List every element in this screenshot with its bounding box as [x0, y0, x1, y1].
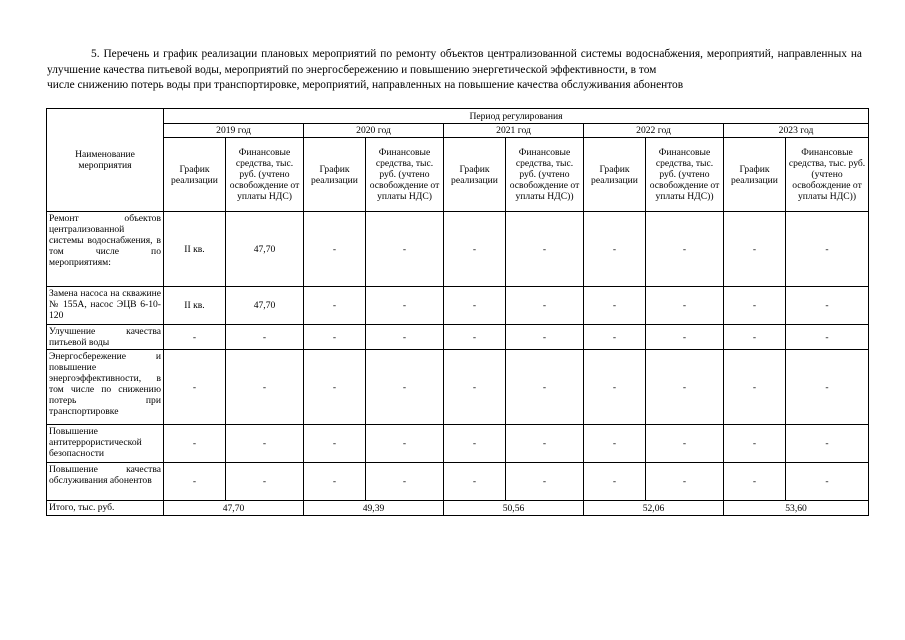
table-cell: -: [444, 463, 506, 501]
table-cell: -: [506, 212, 584, 287]
year-header-2021: 2021 год: [444, 124, 584, 138]
table-cell: -: [506, 287, 584, 325]
table-cell: -: [164, 325, 226, 350]
table-row: [47, 212, 869, 287]
table-cell: -: [786, 350, 869, 425]
table-cell: -: [226, 463, 304, 501]
schedule-header-2020: График реализации: [304, 138, 366, 212]
row-name: Повышение антитеррористической безопасности: [47, 425, 164, 463]
table-cell: -: [366, 287, 444, 325]
schedule-header-2019: График реализации: [164, 138, 226, 212]
table-cell: -: [646, 463, 724, 501]
name-column-header: Наименование мероприятия: [47, 109, 164, 212]
table-cell: -: [444, 212, 506, 287]
table-cell: -: [444, 287, 506, 325]
table-cell: -: [444, 325, 506, 350]
table-cell: -: [506, 350, 584, 425]
schedule-header-2022: График реализации: [584, 138, 646, 212]
total-2023: 53,60: [724, 501, 869, 516]
year-header-2023: 2023 год: [724, 124, 869, 138]
period-header: Период регулирования: [164, 109, 869, 124]
table-cell: -: [366, 212, 444, 287]
header-row-period: [47, 109, 869, 124]
activities-table: [46, 108, 869, 516]
finance-header-2019: Финансовые средства, тыс. руб. (учтено освобождение от уплаты НДС): [226, 138, 304, 212]
table-cell: -: [366, 325, 444, 350]
table-cell: -: [584, 425, 646, 463]
finance-header-2021: Финансовые средства, тыс. руб. (учтено освобождение от уплаты НДС)): [506, 138, 584, 212]
table-cell: -: [724, 212, 786, 287]
heading-line-1: 5. Перечень и график реализации плановых мероприятий по ремонту объектов централизованной системы водоснабжения, мероприятий, направленных на улучшение качества питьевой воды, мероприятий по энергосбережению и повышению энергетической эффективности, в том: [47, 48, 862, 76]
table-cell: -: [786, 325, 869, 350]
table-cell: -: [506, 325, 584, 350]
section-heading: [47, 47, 862, 94]
total-2020: 49,39: [304, 501, 444, 516]
table-cell: -: [584, 212, 646, 287]
table-cell: -: [584, 350, 646, 425]
table-cell: -: [226, 325, 304, 350]
table-row: [47, 350, 869, 425]
table-cell: -: [724, 350, 786, 425]
table-cell: -: [584, 287, 646, 325]
table-cell: -: [164, 425, 226, 463]
table-cell: -: [226, 425, 304, 463]
header-row-subcolumns: [47, 138, 869, 212]
table-cell: -: [724, 425, 786, 463]
table-cell: -: [786, 212, 869, 287]
table-cell: -: [444, 350, 506, 425]
table-cell: -: [366, 350, 444, 425]
table-cell: -: [304, 287, 366, 325]
table-cell: -: [164, 463, 226, 501]
table-cell: -: [506, 463, 584, 501]
total-2021: 50,56: [444, 501, 584, 516]
row-name: Замена насоса на скважине № 155А, насос ЭЦВ 6-10-120: [47, 287, 164, 325]
table-cell: -: [724, 463, 786, 501]
table-cell: -: [304, 463, 366, 501]
heading-line-2: числе снижению потерь воды при транспортировке, мероприятий, направленных на повышение качества обслуживания абонентов: [47, 79, 684, 91]
table-cell: -: [646, 350, 724, 425]
totals-label: Итого, тыс. руб.: [47, 501, 164, 516]
table-cell: 47,70: [226, 287, 304, 325]
table-cell: -: [444, 425, 506, 463]
table-cell: -: [724, 325, 786, 350]
table-cell: -: [304, 350, 366, 425]
row-name: Энергосбережение и повышение энергоэффективности, в том числе по снижению потерь при транспортировке: [47, 350, 164, 425]
table-cell: -: [366, 463, 444, 501]
table-cell: -: [646, 212, 724, 287]
table-cell: -: [226, 350, 304, 425]
finance-header-2020: Финансовые средства, тыс. руб. (учтено освобождение от уплаты НДС): [366, 138, 444, 212]
year-header-2020: 2020 год: [304, 124, 444, 138]
totals-row: [47, 501, 869, 516]
total-2022: 52,06: [584, 501, 724, 516]
table-cell: -: [506, 425, 584, 463]
table-cell: -: [786, 287, 869, 325]
table-cell: -: [304, 425, 366, 463]
row-name: Улучшение качества питьевой воды: [47, 325, 164, 350]
table-row: [47, 463, 869, 501]
table-cell: -: [304, 325, 366, 350]
table-cell: -: [304, 212, 366, 287]
table-cell: 47,70: [226, 212, 304, 287]
table-cell: -: [366, 425, 444, 463]
table-row: [47, 425, 869, 463]
table-cell: II кв.: [164, 212, 226, 287]
table-cell: -: [786, 425, 869, 463]
table-cell: II кв.: [164, 287, 226, 325]
table-cell: -: [646, 287, 724, 325]
table-row: [47, 325, 869, 350]
header-row-years: [47, 124, 869, 138]
year-header-2019: 2019 год: [164, 124, 304, 138]
total-2019: 47,70: [164, 501, 304, 516]
table-row: [47, 287, 869, 325]
finance-header-2022: Финансовые средства, тыс. руб. (учтено освобождение от уплаты НДС)): [646, 138, 724, 212]
table-cell: -: [164, 350, 226, 425]
table-cell: -: [584, 325, 646, 350]
table-cell: -: [724, 287, 786, 325]
schedule-header-2023: График реализации: [724, 138, 786, 212]
row-name: Ремонт объектов централизованной системы водоснабжения, в том числе по мероприятиям:: [47, 212, 164, 287]
row-name: Повышение качества обслуживания абонентов: [47, 463, 164, 501]
schedule-header-2021: График реализации: [444, 138, 506, 212]
year-header-2022: 2022 год: [584, 124, 724, 138]
finance-header-2023: Финансовые средства, тыс. руб. (учтено освобождение от уплаты НДС)): [786, 138, 869, 212]
table-cell: -: [786, 463, 869, 501]
table-cell: -: [646, 325, 724, 350]
table-cell: -: [646, 425, 724, 463]
table-cell: -: [584, 463, 646, 501]
